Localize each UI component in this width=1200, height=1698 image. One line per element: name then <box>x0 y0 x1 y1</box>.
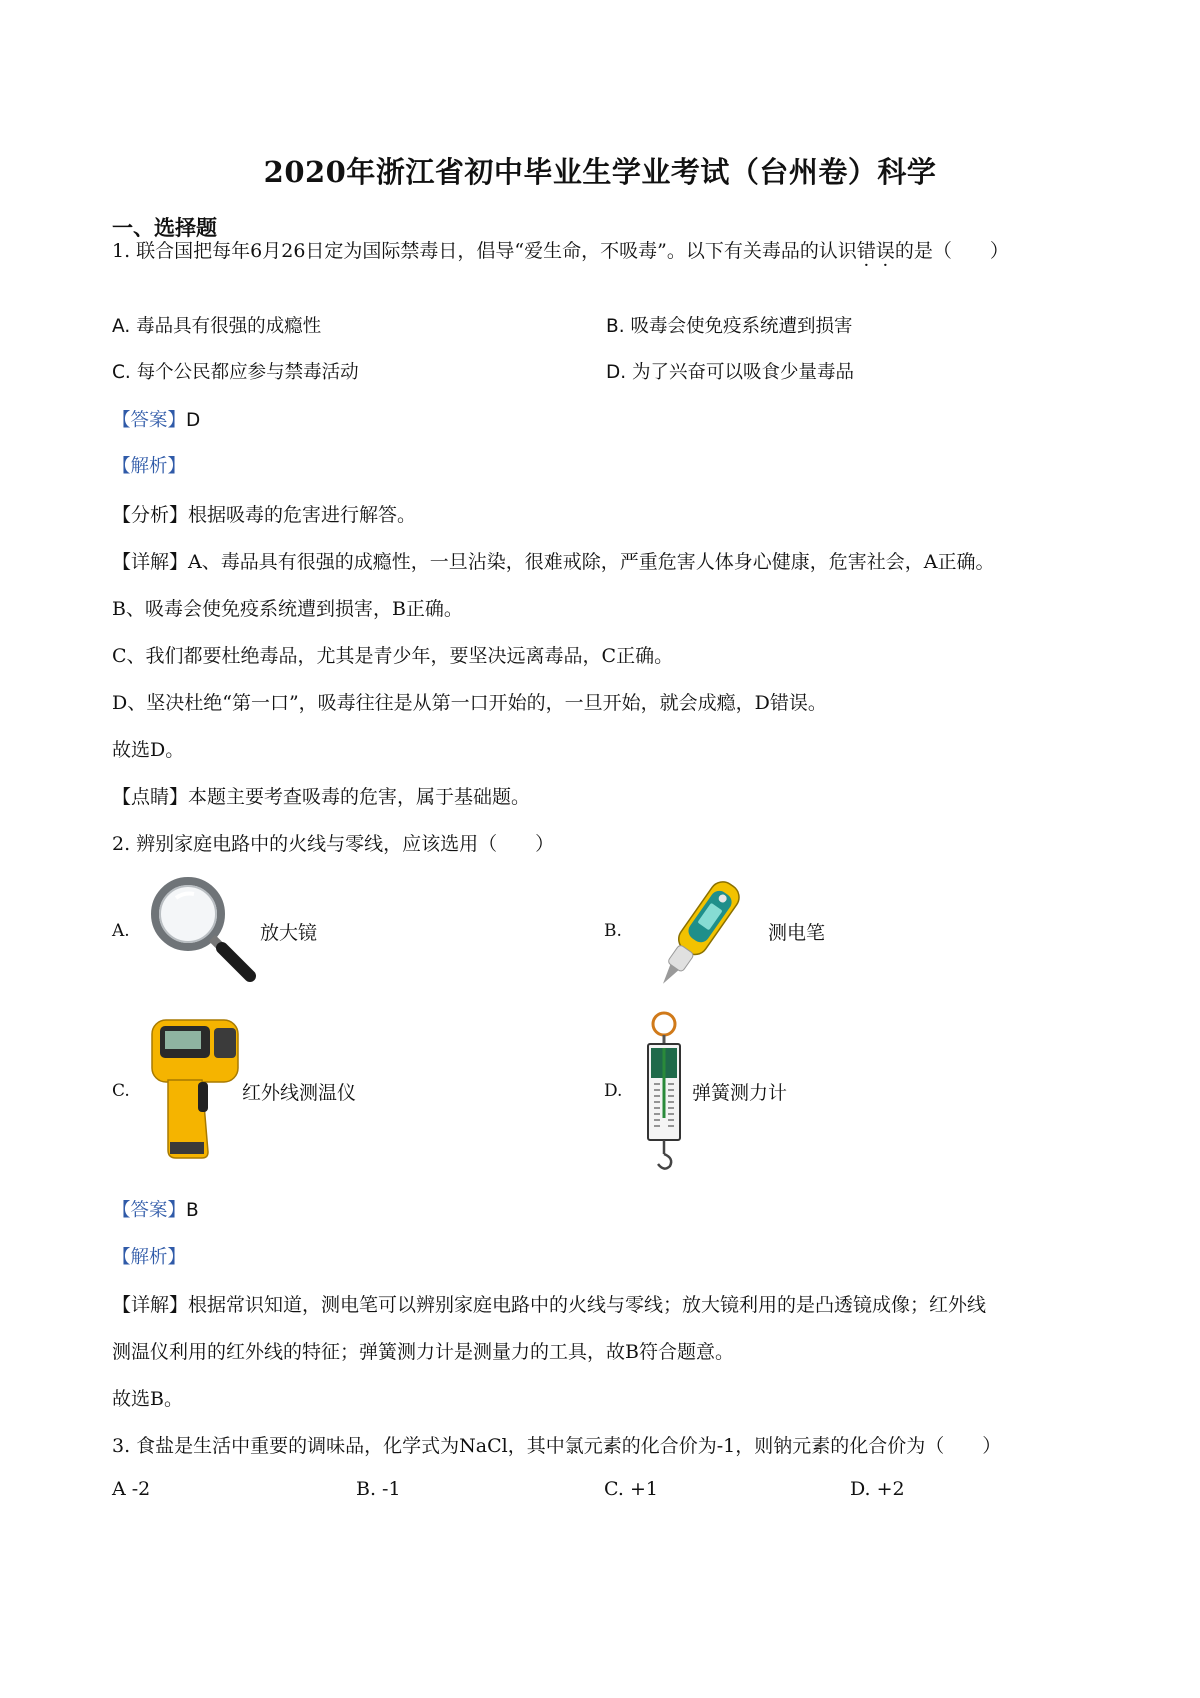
test-pen-icon <box>640 866 764 990</box>
q1-option-b: B. 吸毒会使免疫系统遭到损害 <box>606 316 853 337</box>
q3-option-d: D. +2 <box>850 1478 905 1500</box>
q1-option-a: A. 毒品具有很强的成瘾性 <box>112 316 322 337</box>
q1-answer: 【答案】D <box>112 410 201 431</box>
q2-detail-2: 测温仪利用的红外线的特征；弹簧测力计是测量力的工具，故B符合题意。 <box>112 1341 734 1363</box>
q2-answer: 【答案】B <box>112 1200 199 1221</box>
spring-scale-icon <box>642 1008 686 1172</box>
q2-option-a-text: 放大镜 <box>260 922 318 944</box>
q2-option-b-text: 测电笔 <box>768 922 826 944</box>
page-title: 2020年浙江省初中毕业生学业考试（台州卷）科学 <box>263 155 937 189</box>
q3-option-c: C. +1 <box>604 1478 658 1500</box>
q1-dianjing: 【点睛】本题主要考查吸毒的危害，属于基础题。 <box>112 786 531 808</box>
q3-option-b: B. -1 <box>356 1478 401 1500</box>
q1-stem: 1. 联合国把每年6月26日定为国际禁毒日，倡导“爱生命，不吸毒”。以下有关毒品的认识错误的是（ ） <box>112 240 1009 262</box>
infrared-thermometer-icon <box>150 1012 242 1162</box>
q3-option-a: A -2 <box>112 1478 151 1500</box>
q2-option-b-letter: B. <box>604 921 622 941</box>
q1-detail-2: B、吸毒会使免疫系统遭到损害，B正确。 <box>112 598 463 620</box>
q1-conclusion: 故选D。 <box>112 739 185 761</box>
q1-detail-3: C、我们都要杜绝毒品，尤其是青少年，要坚决远离毒品，C正确。 <box>112 645 674 667</box>
q2-option-a-letter: A. <box>112 921 130 941</box>
q3-stem: 3. 食盐是生活中重要的调味品，化学式为NaCl，其中氯元素的化合价为-1，则钠元素的化合价为（ ） <box>112 1435 1002 1457</box>
q1-detail-1: 【详解】A、毒品具有很强的成瘾性，一旦沾染，很难戒除，严重危害人体身心健康，危害社会，A正确。 <box>112 551 995 573</box>
section-heading: 一、选择题 <box>112 215 217 240</box>
q2-analysis-tag: 【解析】 <box>112 1247 187 1268</box>
q1-option-c: C. 每个公民都应参与禁毒活动 <box>112 362 359 383</box>
magnifier-icon <box>146 872 258 984</box>
q1-detail-4: D、坚决杜绝“第一口”，吸毒往往是从第一口开始的，一旦开始，就会成瘾，D错误。 <box>112 692 827 714</box>
q2-option-c-letter: C. <box>112 1081 130 1101</box>
q2-option-d-text: 弹簧测力计 <box>692 1082 788 1104</box>
q1-fenxi: 【分析】根据吸毒的危害进行解答。 <box>112 504 417 526</box>
q2-option-d-letter: D. <box>604 1081 623 1101</box>
q2-stem: 2. 辨别家庭电路中的火线与零线，应该选用（ ） <box>112 833 555 855</box>
q1-analysis-tag: 【解析】 <box>112 456 187 477</box>
q1-option-d: D. 为了兴奋可以吸食少量毒品 <box>606 362 855 383</box>
q2-conclusion: 故选B。 <box>112 1388 183 1410</box>
q2-option-c-text: 红外线测温仪 <box>242 1082 357 1104</box>
q2-detail-1: 【详解】根据常识知道，测电笔可以辨别家庭电路中的火线与零线；放大镜利用的是凸透镜成像；红外线 <box>112 1294 987 1316</box>
